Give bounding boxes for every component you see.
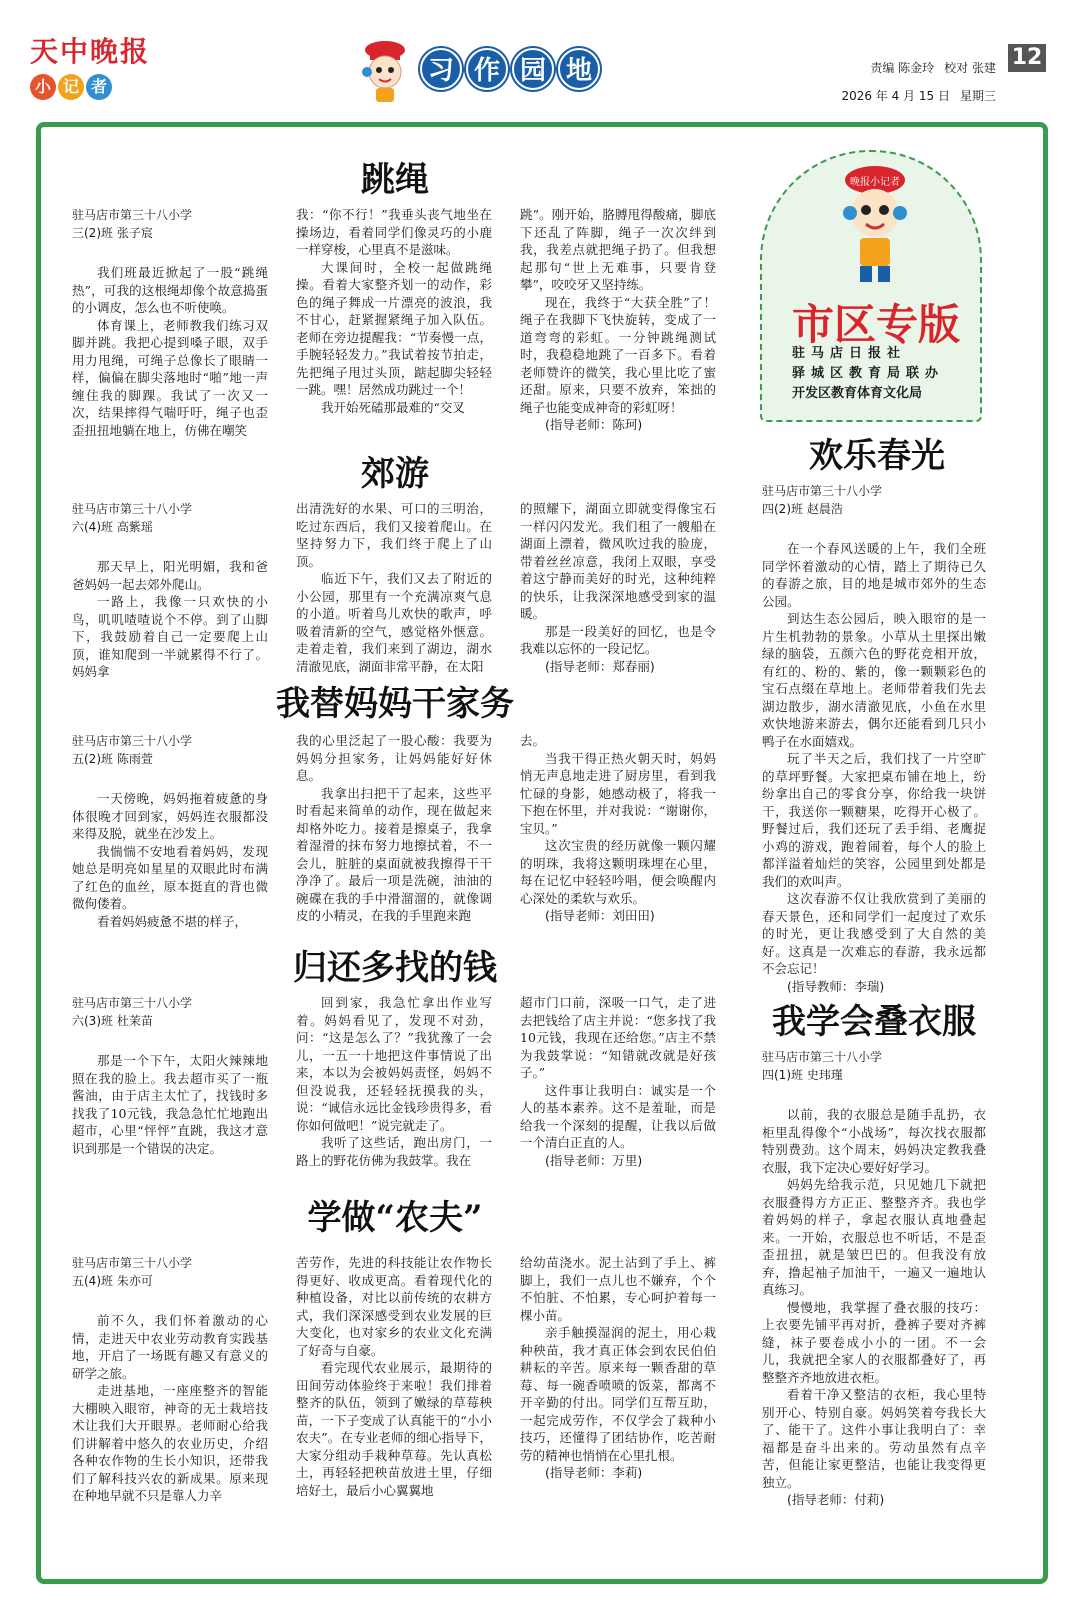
article-title-nongfu: 学做“农夫” <box>307 1198 483 1238</box>
paragraph: 去。 <box>520 733 546 748</box>
supplement-badges <box>30 74 190 100</box>
paragraph: 苦劳作，先进的科技能让农作物长得更好、收成更高。看着现代化的种植设备，对比以前传统的农耕方式，我们深深感受到农业发展的巨大变化，也对家乡的农业文化充满了好奇与自豪。 <box>296 1255 492 1358</box>
article-jiaoyou-col2 <box>296 500 492 675</box>
paragraph: 那是一段美好的回忆，也是令我难以忘怀的一段记忆。 <box>520 623 716 656</box>
byline-author: 六(4)班 高紫瑶 <box>72 520 153 534</box>
byline-author: 四(2)班 赵晨浩 <box>762 502 843 516</box>
proofreader: 校对 张建 <box>944 61 996 75</box>
teacher-credit: (指导老师：万里) <box>545 1152 643 1168</box>
paragraph: 这件事让我明白：诚实是一个人的基本素养。这不是羞耻，而是给我一个深刻的提醒，让我以后做一个清白正直的人。 <box>520 1082 716 1150</box>
article-title-jiaoyou: 郊游 <box>361 454 429 494</box>
byline-school: 驻马店市第三十八小学 <box>762 484 883 498</box>
paragraph: 那天早上，阳光明媚，我和爸爸妈妈一起去郊外爬山。 <box>72 559 268 592</box>
teacher-credit: (指导教师：李瑞) <box>787 978 885 994</box>
paragraph: 看着妈妈疲惫不堪的样子， <box>97 913 248 929</box>
article-title-tiaosheng: 跳绳 <box>361 160 429 200</box>
paragraph: 我开始死磕那最难的“交叉 <box>321 399 465 415</box>
paragraph: 慢慢地，我掌握了叠衣服的技巧：上衣要先铺平再对折，叠裤子要对齐裤缝，袜子要卷成小小的一团。不一会儿，我就把全家人的衣服都叠好了，再整整齐齐地放进衣柜。 <box>762 1299 986 1385</box>
byline-school: 驻马店市第三十八小学 <box>72 208 193 222</box>
paragraph: 到达生态公园后，映入眼帘的是一片生机勃勃的景象。小草从土里探出嫩绿的脑袋，五颜六色的野花竞相开放，有红的、粉的、紫的，像一颗颗彩色的宝石点缀在草地上。老师带着我们先去湖边散步，湖水清澈见底，小鱼在水里欢快地游来游去，偶尔还能看到几只小鸭子在水面嬉戏。 <box>762 611 986 749</box>
article-tiaosheng-col2 <box>296 206 492 416</box>
byline-school: 驻马店市第三十八小学 <box>762 1050 883 1064</box>
article-title-yifu: 我学会叠衣服 <box>772 1002 976 1042</box>
byline-school: 驻马店市第三十八小学 <box>72 996 193 1010</box>
paragraph: 超市门口前，深吸一口气，走了进去把钱给了店主并说：“您多找了我10元钱，我现在还给您。”店主不禁为我鼓掌说：“知错就改就是好孩子。” <box>520 995 716 1080</box>
section-char-2: 作 <box>466 48 508 90</box>
newspaper-name: 天中晚报 <box>30 35 151 68</box>
byline-author: 五(2)班 陈雨萱 <box>72 752 153 766</box>
paragraph: 大课间时，全校一起做跳绳操。看着大家整齐划一的动作，彩色的绳子舞成一片漂亮的波浪，我不甘心，赶紧握紧绳子加入队伍。老师在旁边提醒我：“节奏慢一点，手腕轻轻发力。”我试着按节拍走，先把绳子甩过头顶，踮起脚尖轻轻一跳。嘿！居然成功跳过一个！ <box>296 259 492 397</box>
mascot-icon <box>350 36 420 106</box>
paragraph: 出清洗好的水果、可口的三明治，吃过东西后，我们又接着爬山。在坚持努力下，我们终于爬上了山顶。 <box>296 501 492 569</box>
paragraph: 我拿出扫把干了起来，这些平时看起来简单的动作，现在做起来却格外吃力。接着是擦桌子，我拿着湿滑的抹布努力地擦拭着，不一会儿，脏脏的桌面就被我擦得干干净净了。最后一项是洗碗，油油的碗碟在我的手中滑溜溜的，就像调皮的小精灵，在我的手里跑来跑 <box>296 785 492 923</box>
paragraph: 那是一个下午，太阳火辣辣地照在我的脸上。我去超市买了一瓶酱油，由于店主太忙了，找钱时多找我了10元钱，我急急忙忙地跑出超市，心里“怦怦”直跳，我这才意识到那是一个错误的决定。 <box>72 1053 268 1156</box>
sponsor-3: 开发区教育体育文化局 <box>792 386 923 401</box>
paragraph: 的照耀下，湖面立即就变得像宝石一样闪闪发光。我们租了一艘船在湖面上漂着，微风吹过我的脸庞，带着丝丝凉意，我闭上双眼，享受着这宁静而美好的时光，这种纯粹的快乐，让我深深地感受到家的温暖。 <box>520 501 716 621</box>
paragraph: 走进基地，一座座整齐的智能大棚映入眼帘，神奇的无土栽培技术让我们大开眼界。老师耐心给我们讲解着中悠久的农业历史，介绍各种农作物的生长小知识，还带我们了解科技兴农的新成果。原来现在种地早就不只是靠人力辛 <box>72 1383 268 1503</box>
paragraph: 前不久，我们怀着激动的心情，走进天中农业劳动教育实践基地，开启了一场既有趣又有意义的研学之旅。 <box>72 1313 268 1381</box>
paragraph: 给幼苗浇水。泥土沾到了手上、裤脚上，我们一点儿也不嫌弃，个个不怕脏、不怕累，专心呵护着每一棵小苗。 <box>520 1255 716 1323</box>
supplement-char-3: 者 <box>86 74 112 100</box>
sponsor-2: 驿城区教育局联办 <box>792 366 945 381</box>
supplement-char-2: 记 <box>58 74 84 100</box>
paragraph: 一天傍晚，妈妈拖着疲惫的身体很晚才回到家，妈妈连衣服都没来得及脱，就坐在沙发上。 <box>72 791 268 841</box>
page-number: 12 <box>1008 44 1046 72</box>
article-title-mama: 我替妈妈干家务 <box>276 684 514 724</box>
supplement-char-1: 小 <box>30 74 56 100</box>
teacher-credit: (指导老师：刘田田) <box>545 908 655 923</box>
byline-author: 四(1)班 史玮瑾 <box>762 1068 843 1082</box>
teacher-credit: (指导老师：李莉) <box>545 1465 643 1480</box>
paragraph: 在一个春风送暖的上午，我们全班同学怀着激动的心情，踏上了期待已久的春游之旅，目的地是城市郊外的生态公园。 <box>762 541 986 609</box>
editor: 责编 陈金玲 <box>870 61 935 75</box>
date-row <box>841 82 996 110</box>
article-mama-col2 <box>296 732 492 925</box>
article-jiaoyou-col3 <box>520 500 716 675</box>
byline-school: 驻马店市第三十八小学 <box>72 1256 193 1270</box>
editor-row <box>841 54 996 82</box>
paragraph: 看着干净又整洁的衣柜，我心里特别开心、特别自豪。妈妈笑着夸我长大了、能干了。这件小事让我明白了：幸福都是奋斗出来的。劳动虽然有点辛苦，但能让家更整洁，也能让我变得更独立。 <box>762 1387 986 1490</box>
sponsor-1: 驻马店日报社 <box>792 346 907 361</box>
article-mama-col1 <box>72 732 268 930</box>
article-title-chunguang: 欢乐春光 <box>809 436 945 476</box>
byline-author: 三(2)班 张子宸 <box>72 226 153 240</box>
paragraph: 亲手触摸湿润的泥土，用心栽种秧苗，我才真正体会到农民伯伯耕耘的辛苦。原来每一颗香甜的草莓、每一碗香喷喷的饭菜，都离不开辛勤的付出。同学们互帮互助，一起完成劳作，不仅学会了栽种小技巧，还懂得了团结协作，吃苦耐劳的精神也悄悄在心里扎根。 <box>520 1325 716 1463</box>
article-mama-col3 <box>520 732 716 925</box>
paragraph: 这次宝贵的经历就像一颗闪耀的明珠，我将这颗明珠埋在心里，每在记忆中轻轻吟唱，便会唤醒内心深处的柔软与欢乐。 <box>520 838 716 906</box>
byline-school: 驻马店市第三十八小学 <box>72 734 193 748</box>
paragraph: 看完现代农业展示，最期待的田间劳动体验终于来啦！我们排着整齐的队伍，领到了嫩绿的草莓秧苗，一下子变成了认真能干的“小小农夫”。在专业老师的细心指导下，大家分组动手栽种草莓。先认真松土，再轻轻把秧苗放进土里，仔细培好土，最后小心翼翼地 <box>296 1360 492 1498</box>
paragraph: 妈妈先给我示范，只见她几下就把衣服叠得方方正正、整整齐齐。我也学着妈妈的样子，拿起衣服认真地叠起来。一开始，衣服总也不听话，不是歪歪扭扭，就是皱巴巴的。但我没有放弃，撸起袖子加油干，一遍又一遍地认真练习。 <box>762 1177 986 1297</box>
paragraph: 我惴惴不安地看着妈妈，发现她总是明亮如星星的双眼此时布满了红色的血丝，原本挺直的背也微微佝偻着。 <box>72 843 268 911</box>
paragraph: 回到家，我急忙拿出作业写着。妈妈看见了，发现不对劲，问：“这是怎么了？”我犹豫了一会儿，一五一十地把这件事情说了出来，本以为会被妈妈责怪，妈妈不但没说我，还轻轻抚摸我的头，说：“诚信永远比金钱珍贵得多，看你如何做吧！”说完就走了。 <box>296 995 492 1133</box>
header-meta <box>841 54 996 110</box>
paragraph: 跳”。刚开始，胳膊甩得酸痛，脚底下还乱了阵脚，绳子一次次绊到我，我差点就把绳子扔了。但我想起那句“世上无难事，只要肯登攀”，咬咬牙又坚持练。 <box>520 207 716 292</box>
section-title <box>420 48 600 90</box>
article-title-qian: 归还多找的钱 <box>293 948 497 988</box>
paragraph: 玩了半天之后，我们找了一片空旷的草坪野餐。大家把桌布铺在地上，纷纷拿出自己的零食分享，你给我一块饼干，我送你一颗糖果，吃得开心极了。野餐过后，我们还玩了丢手绢、老鹰捉小鸡的游戏，跑着闹着，每个人的脸上都洋溢着灿烂的笑容，公园里到处都是我们的欢叫声。 <box>762 751 986 889</box>
paragraph: 一路上，我像一只欢快的小鸟，叽叽喳喳说个不停。到了山脚下，我鼓励着自己一定要爬上山顶，谁知爬到一半就累得不行了。妈妈拿 <box>72 594 268 679</box>
paragraph: 我的心里泛起了一股心酸：我要为妈妈分担家务，让妈妈能好好休息。 <box>296 733 492 783</box>
article-tiaosheng-col1 <box>72 206 268 439</box>
teacher-credit: (指导老师：陈珂) <box>545 417 643 432</box>
masthead <box>30 30 190 120</box>
paragraph: 现在，我终于“大获全胜”了！绳子在我脚下飞快旋转，变成了一道弯弯的彩虹。一分钟跳绳测试时，我稳稳地跳了一百多下。看着老师赞许的微笑，我心里比吃了蜜还甜。原来，只要不放弃，笨拙的绳子也能变成神奇的彩虹呀！ <box>520 294 716 415</box>
paragraph: 我们班最近掀起了一股“跳绳热”，可我的这根绳却像个故意捣蛋的小调皮，怎么也不听使唤。 <box>72 265 268 315</box>
mascot-cap-text: 晚报小记者 <box>850 177 900 188</box>
article-nongfu-col2 <box>296 1254 492 1499</box>
article-qian-col2 <box>296 994 492 1169</box>
byline-school: 驻马店市第三十八小学 <box>72 502 193 516</box>
issue-date: 2026 年 4 月 15 日 <box>841 89 950 103</box>
article-nongfu-col3 <box>520 1254 716 1482</box>
section-char-3: 园 <box>512 48 554 90</box>
byline-author: 六(3)班 杜茉苗 <box>72 1014 153 1028</box>
side-mascot-icon <box>830 158 920 288</box>
article-chunguang-col <box>762 482 986 995</box>
paragraph: 这次春游不仅让我欣赏到了美丽的春天景色，还和同学们一起度过了欢乐的时光，更让我感受到了大自然的美好。这真是一次难忘的春游，我永远都不会忘记！ <box>762 891 986 976</box>
paragraph: 体育课上，老师教我们练习双脚并跳。我把心提到嗓子眼，双手用力甩绳，可绳子总像长了眼睛一样，偏偏在脚尖落地时“啪”地一声缠住我的脚踝。我试了一次又一次，结果摔得气喘吁吁，绳子也歪歪扭扭地躺在地上，仿佛在嘲笑 <box>72 317 268 438</box>
paragraph: 以前，我的衣服总是随手乱扔，衣柜里乱得像个“小战场”，每次找衣服都特别费劲。这个周末，妈妈决定教我叠衣服，我下定决心要好好学习。 <box>762 1107 986 1175</box>
teacher-credit: (指导老师：付莉) <box>787 1492 885 1507</box>
paragraph: 当我干得正热火朝天时，妈妈悄无声息地走进了厨房里，看到我忙碌的身影，她感动极了，将我一下抱在怀里，并对我说：“谢谢你，宝贝。” <box>520 750 716 836</box>
paragraph: 我：“你不行！”我垂头丧气地坐在操场边，看着同学们像灵巧的小鹿一样穿梭，心里真不是滋味。 <box>296 207 492 257</box>
byline-author: 五(4)班 朱亦可 <box>72 1274 153 1288</box>
weekday: 星期三 <box>959 89 996 103</box>
article-qian-col3 <box>520 994 716 1169</box>
section-char-1: 习 <box>420 48 462 90</box>
section-char-4: 地 <box>558 48 600 90</box>
article-tiaosheng-col3 <box>520 206 716 434</box>
article-yifu-col <box>762 1048 986 1509</box>
side-panel-title: 市区专版 <box>791 300 960 349</box>
side-panel-sponsors <box>792 344 972 404</box>
article-nongfu-col1 <box>72 1254 268 1505</box>
paragraph: 临近下午，我们又去了附近的小公园，那里有一个充满凉爽气息的小道。听着鸟儿欢快的歌声，呼吸着清新的空气，感觉格外惬意。走着走着，我们来到了湖边，湖水清澈见底，湖面非常平静，在太阳 <box>296 571 492 674</box>
paragraph: 我听了这些话，跑出房门，一路上的野花仿佛为我鼓掌。我在 <box>296 1135 492 1168</box>
teacher-credit: (指导老师：郑春丽) <box>545 658 655 674</box>
article-jiaoyou-col1 <box>72 500 268 681</box>
article-qian-col1 <box>72 994 268 1157</box>
